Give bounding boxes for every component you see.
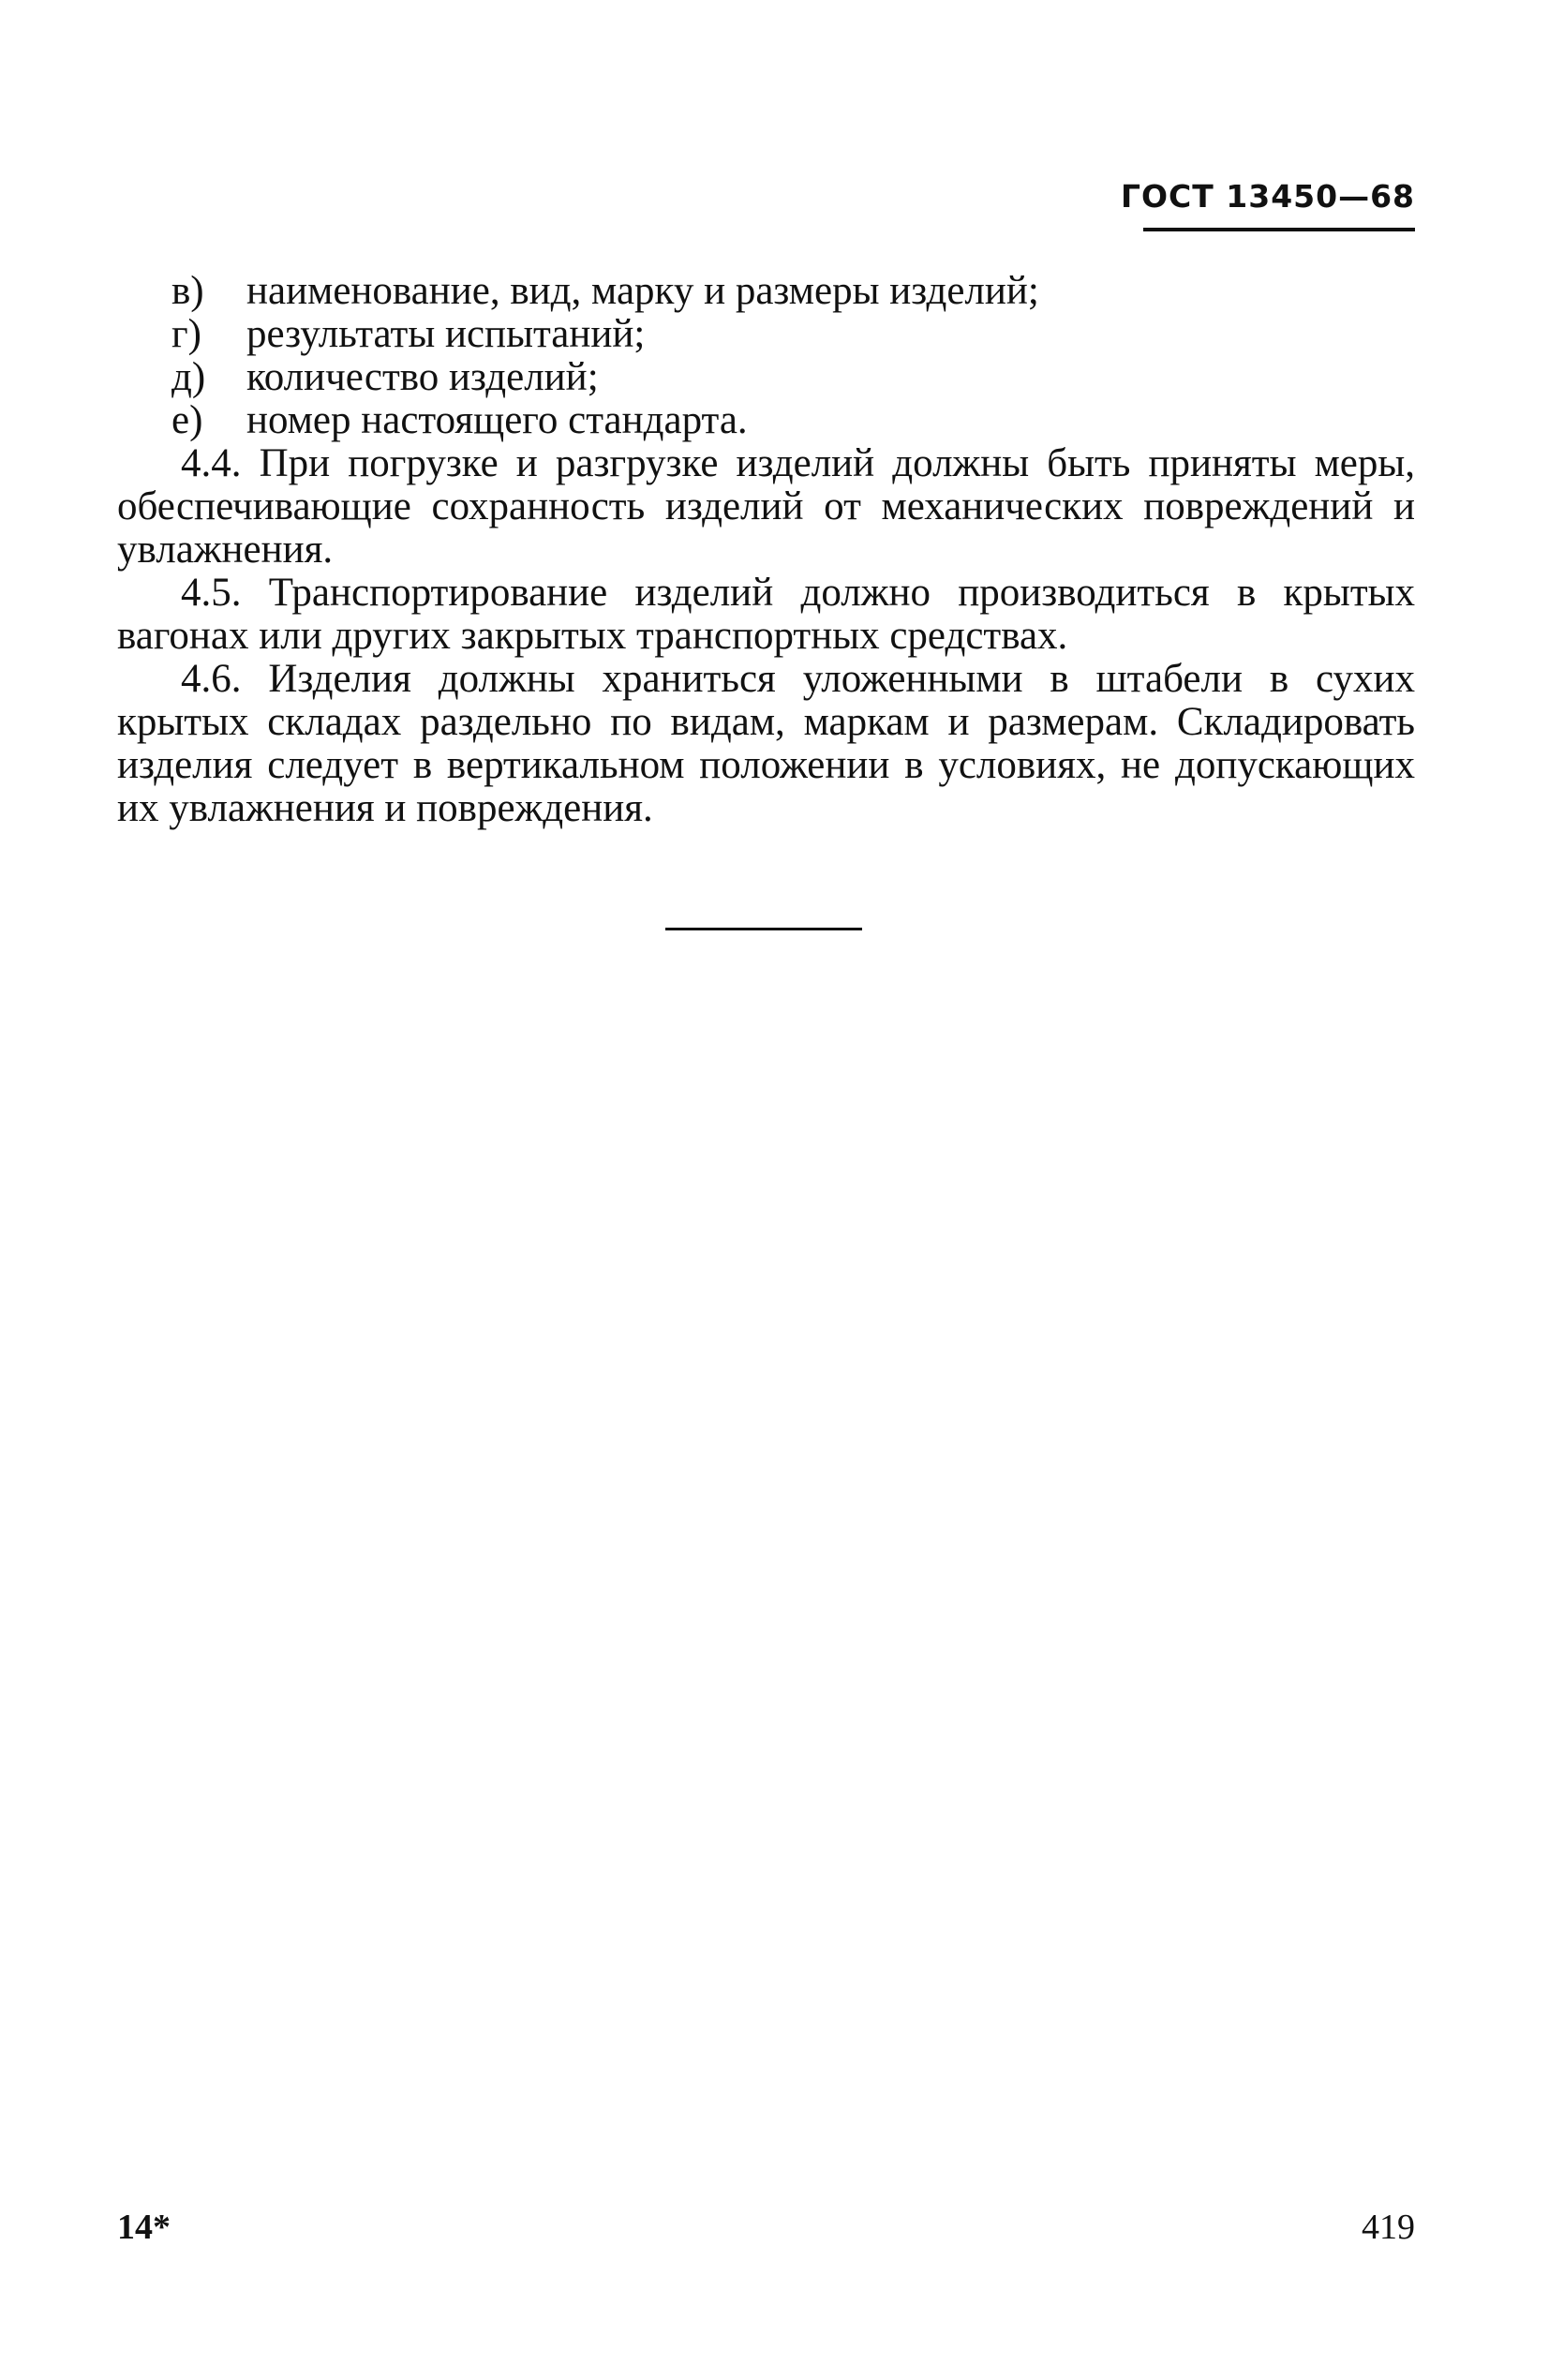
paragraph-text: При погрузке и разгрузке изделий должны быть приняты меры, обеспечивающие сохранность изделий от механических повреждений и увлажнения. bbox=[117, 441, 1416, 572]
list-item-v bbox=[117, 270, 1415, 313]
paragraph-4-5 bbox=[117, 572, 1415, 658]
list-item-g bbox=[117, 313, 1415, 356]
paragraph-number: 4.5. bbox=[181, 571, 242, 615]
paragraph-4-6 bbox=[117, 658, 1415, 830]
end-of-section-rule bbox=[665, 928, 862, 930]
page-header-code: ГОСТ 13450—68 bbox=[1120, 178, 1415, 215]
header-rule bbox=[1143, 228, 1415, 231]
list-item-d bbox=[117, 356, 1415, 399]
list-item-marker: г) bbox=[171, 312, 201, 356]
list-item-e bbox=[117, 399, 1415, 442]
signature-mark: 14* bbox=[117, 2208, 171, 2247]
list-item-marker: д) bbox=[171, 355, 206, 399]
paragraph-4-4 bbox=[117, 442, 1415, 572]
list-item-text: наименование, вид, марку и размеры изделий; bbox=[246, 269, 1039, 313]
paragraph-number: 4.4. bbox=[181, 441, 242, 485]
paragraph-text: Транспортирование изделий должно производиться в крытых вагонах или других закрытых транспортных средствах. bbox=[117, 571, 1415, 658]
list-item-marker: в) bbox=[171, 269, 204, 313]
list-item-marker: е) bbox=[171, 398, 203, 442]
paragraph-text: Изделия должны храниться уложенными в штабели в сухих крытых складах раздельно по видам, маркам и размерам. Складировать изделия следует в вертикальном положении в условиях, не допускающих их увлажнения и повреждения. bbox=[117, 657, 1416, 830]
list-item-text: номер настоящего стандарта. bbox=[246, 398, 748, 442]
list-item-text: результаты испытаний; bbox=[246, 312, 646, 356]
document-body bbox=[117, 270, 1415, 830]
list-item-text: количество изделий; bbox=[246, 355, 599, 399]
paragraph-number: 4.6. bbox=[181, 657, 242, 701]
page-number: 419 bbox=[1362, 2208, 1415, 2247]
